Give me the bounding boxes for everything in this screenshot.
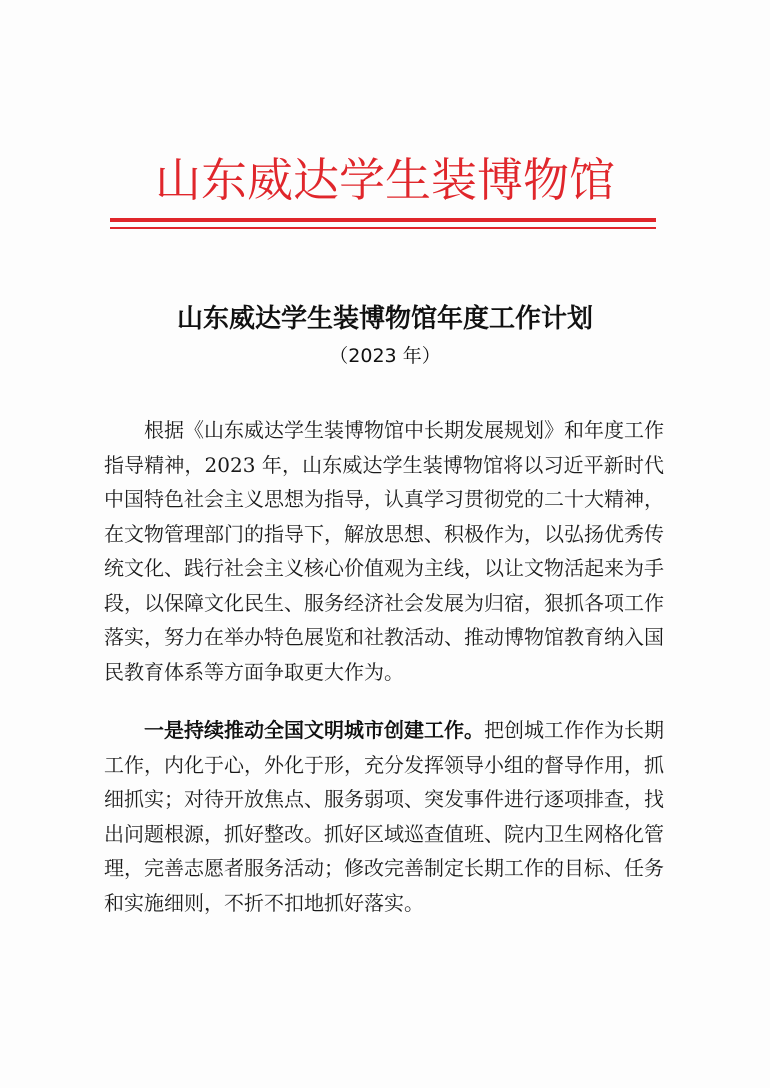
letterhead-divider-thin: [110, 227, 656, 229]
paragraph-item-1-text: 把创城工作作为长期工作，内化于心，外化于形，充分发挥领导小组的督导作用，抓细抓实；对待开放焦点、服务弱项、突发事件进行逐项排查，找出问题根源，抓好整改。抓好区域巡查值班、院内卫生网格化管理，完善志愿者服务活动；修改完善制定长期工作的目标、任务和实施细则，不折不扣地抓好落实。: [104, 718, 664, 915]
paragraph-item-1-lead: 一是持续推动全国文明城市创建工作。: [144, 718, 484, 742]
paragraph-item-1: [104, 713, 664, 920]
paragraph-intro-text: 根据《山东威达学生装博物馆中长期发展规划》和年度工作指导精神，2023 年，山东威达学生装博物馆将以习近平新时代中国特色社会主义思想为指导，认真学习贯彻党的二十大精神，在文物管理部门的指导下，解放思想、积极作为，以弘扬优秀传统文化、践行社会主义核心价值观为主线，以让文物活起来为手段，以保障文化民生、服务经济社会发展为归宿，狠抓各项工作落实，努力在举办特色展览和社教活动、推动博物馆教育纳入国民教育体系等方面争取更大作为。: [104, 418, 664, 684]
document-title: 山东威达学生装博物馆年度工作计划: [176, 304, 593, 334]
document-year-note: （2023 年）: [329, 345, 441, 367]
letterhead-org-name: 山东威达学生装博物馆: [155, 153, 615, 207]
letterhead-divider-thick: [110, 218, 656, 222]
paragraph-intro: [104, 413, 664, 689]
